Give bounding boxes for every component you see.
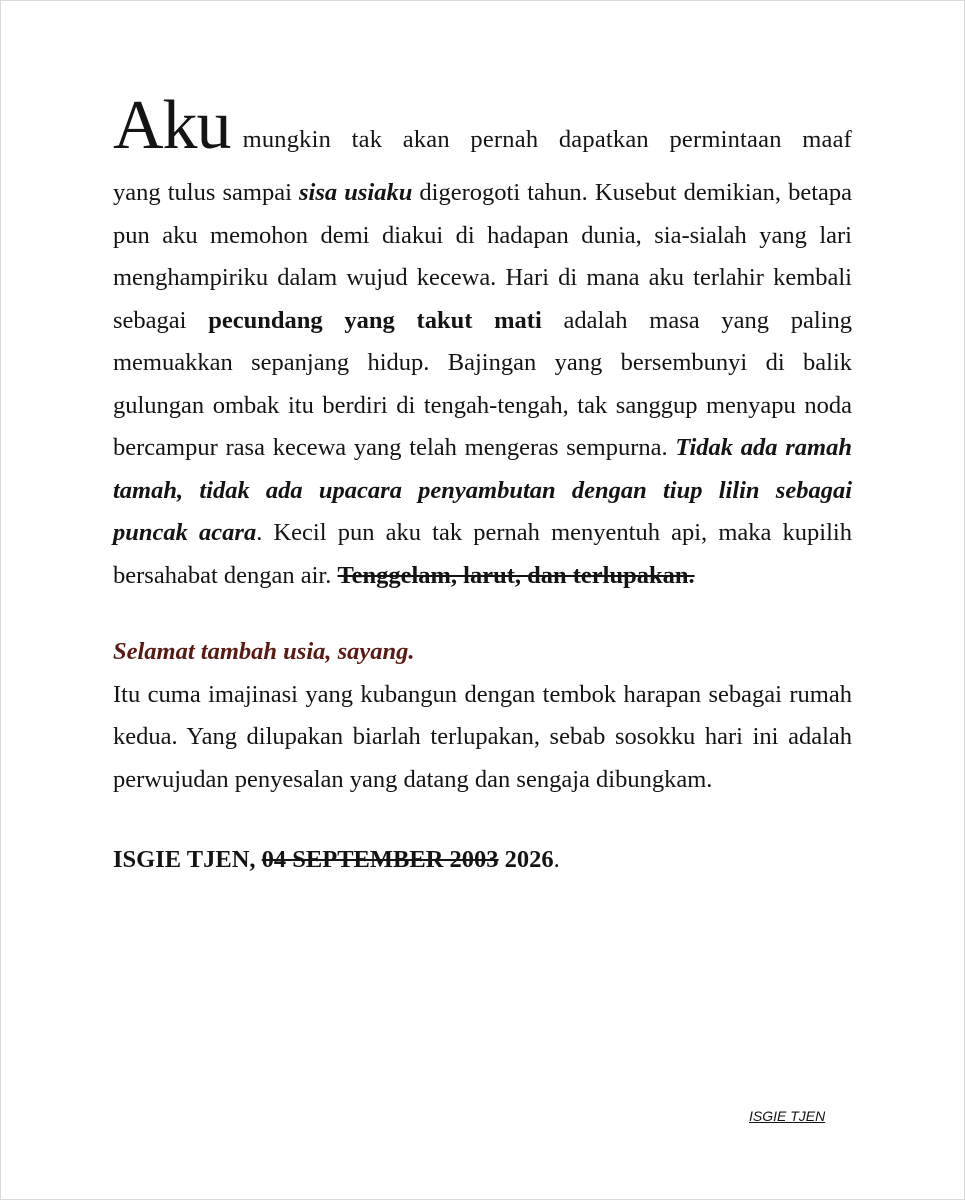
paragraph-one — [113, 172, 852, 597]
footer-credit: ISGIE TJEN — [749, 1108, 826, 1124]
signature-name: ISGIE TJEN, — [113, 846, 256, 873]
opening-line — [113, 87, 852, 164]
opening-word: pernah — [470, 126, 539, 153]
opening-word: mungkin — [242, 126, 332, 153]
opening-word: tak — [351, 126, 383, 153]
paragraph-one-text: yang tulus sampai — [113, 179, 299, 206]
greeting-line: Selamat tambah usia, sayang. — [113, 638, 415, 665]
signature-struck-date: 04 SEPTEMBER 2003 — [261, 846, 499, 873]
bold-pecundang: pecundang yang takut mati — [208, 306, 542, 334]
signature-period: . — [553, 846, 560, 873]
signature-line — [113, 839, 852, 882]
document-body — [113, 87, 853, 882]
opening-word: maaf — [802, 126, 852, 153]
paragraph-one-text: adalah masa yang paling memuakkan sepanjang hidup. Bajingan yang bersembunyi di balik gulungan ombak itu berdiri di tengah-tengah, tak sanggup menyapu noda bercampur rasa kecewa yang telah mengeras sempurna. — [113, 306, 853, 461]
emphasis-sisa-usiaku: sisa usiaku — [299, 179, 413, 206]
signature-year: 2026 — [504, 846, 554, 873]
emphasis-tidak-ada: Tidak ada ramah tamah, tidak ada upacara penyambutan dengan tiup lilin sebagai puncak acara — [113, 434, 852, 546]
paragraph-two: Itu cuma imajinasi yang kubangun dengan tembok harapan sebagai rumah kedua. Yang dilupakan biarlah terlupakan, sebab sosokku hari ini adalah perwujudan penyesalan yang datang dan sengaja dibungkam. — [113, 680, 852, 793]
struck-sentence: Tenggelam, larut, dan terlupakan. — [337, 561, 695, 589]
opening-word: permintaan — [669, 126, 782, 153]
drop-word: Aku — [113, 87, 231, 164]
opening-word: akan — [402, 126, 450, 153]
opening-line-text — [243, 126, 852, 154]
paragraph-one-text: . Kecil pun aku tak pernah menyentuh api, maka kupilih bersahabat dengan air. — [113, 519, 852, 589]
opening-word: dapatkan — [558, 126, 649, 153]
paragraph-one-text: digerogoti tahun. Kusebut demikian, betapa pun aku memohon demi diakui di hadapan dunia, sia-sialah yang lari menghampiriku dalam wujud kecewa. Hari di mana aku terlahir kembali sebagai — [113, 179, 852, 334]
